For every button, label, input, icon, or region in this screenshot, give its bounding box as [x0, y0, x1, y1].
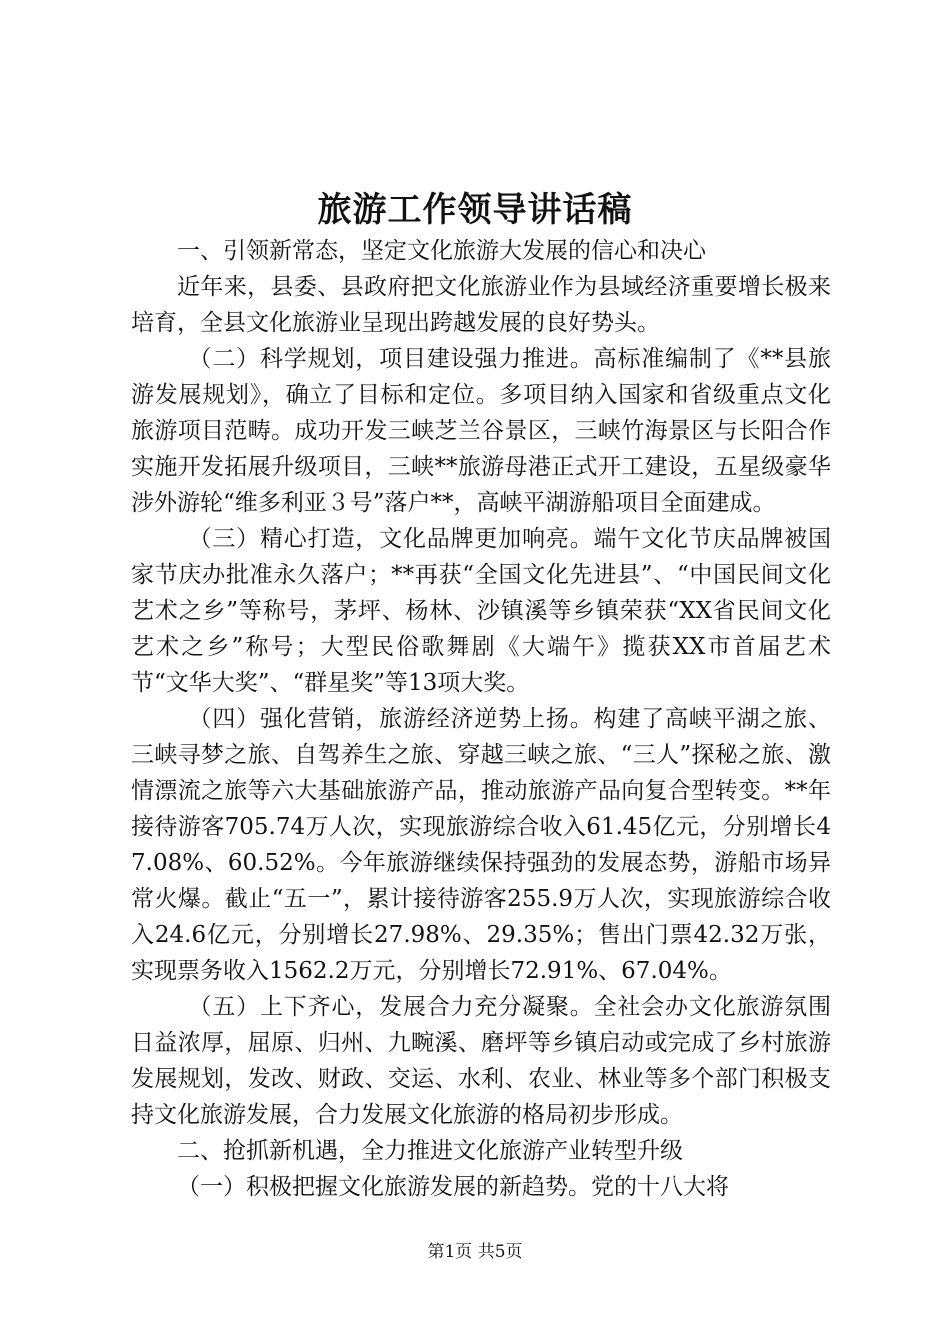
paragraph-marketing: （四）强化营销，旅游经济逆势上扬。构建了高峡平湖之旅、三峡寻梦之旅、自驾养生之旅、穿越三峡之旅、“三人”探秘之旅、激情漂流之旅等六大基础旅游产品，推动旅游产品向复合型转变。**年接待游客705.74万人次，实现旅游综合收入61.45亿元，分别增长47.08%、60.52%。今年旅游继续保持强劲的发展态势，游船市场异常火爆。截止“五一”，累计接待游客255.9万人次，实现旅游综合收入24.6亿元，分别增长27.98%、29.35%；售出门票42.32万张，实现票务收入1562.2万元，分别增长72.91%、67.04%。	[131, 706, 831, 984]
page-footer: 第1页 共5页	[427, 1242, 523, 1262]
paragraph-intro: 近年来，县委、县政府把文化旅游业作为县域经济重要增长极来培育，全县文化旅游业呈现出跨越发展的良好势头。	[131, 274, 831, 336]
paragraph-culture-brand: （三）精心打造，文化品牌更加响亮。端午文化节庆品牌被国家节庆办批准永久落户；**再获“全国文化先进县”、“中国民间文化艺术之乡”等称号，茅坪、杨林、沙镇溪等乡镇荣获“XX省民间文化艺术之乡”称号；大型民俗歌舞剧《大端午》揽获XX市首届艺术节“文华大奖”、“群星奖”等13项大奖。	[131, 526, 831, 696]
paragraph-cooperation: （五）上下齐心，发展合力充分凝聚。全社会办文化旅游氛围日益浓厚，屈原、归州、九畹溪、磨坪等乡镇启动或完成了乡村旅游发展规划，发改、财政、交运、水利、农业、林业等多个部门积极支持文化旅游发展，合力发展文化旅游的格局初步形成。	[131, 994, 831, 1128]
section-heading-1: 一、引领新常态，坚定文化旅游大发展的信心和决心	[177, 238, 706, 264]
document-body	[131, 233, 831, 1205]
paragraph-new-trend: （一）积极把握文化旅游发展的新趋势。党的十八大将	[177, 1174, 729, 1200]
section-heading-2: 二、抢抓新机遇，全力推进文化旅游产业转型升级	[177, 1138, 683, 1164]
document-title: 旅游工作领导讲话稿	[317, 190, 633, 230]
paragraph-planning: （二）科学规划，项目建设强力推进。高标准编制了《**县旅游发展规划》，确立了目标和定位。多项目纳入国家和省级重点文化旅游项目范畴。成功开发三峡芝兰谷景区，三峡竹海景区与长阳合作实施开发拓展升级项目，三峡**旅游母港正式开工建设，五星级豪华涉外游轮“维多利亚３号”落户**，高峡平湖游船项目全面建成。	[131, 346, 831, 516]
